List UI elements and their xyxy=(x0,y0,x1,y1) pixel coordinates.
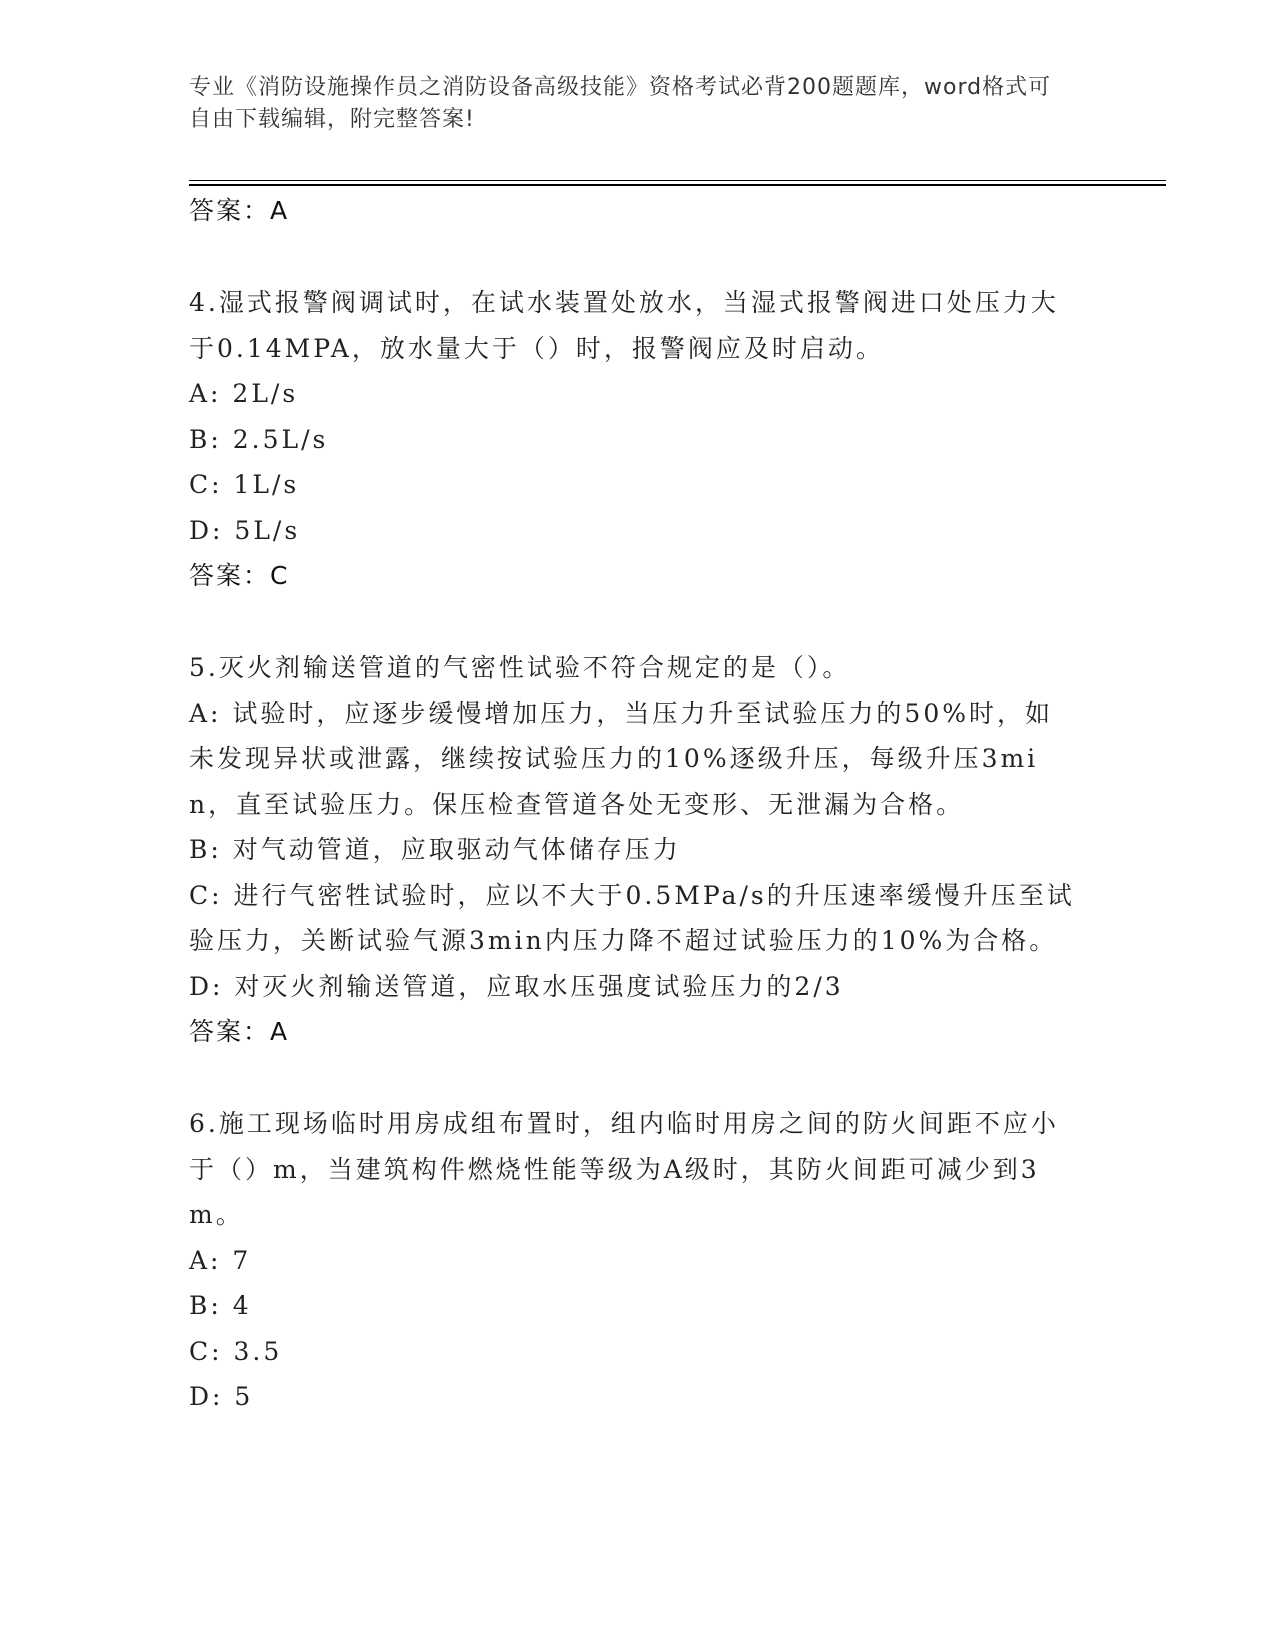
answer-line: 答案：C xyxy=(189,561,290,590)
option-d: D: 5L/s xyxy=(189,515,301,545)
question-item xyxy=(189,1101,1079,1420)
question-item xyxy=(189,645,1079,1055)
answer-line: 答案：A xyxy=(189,1017,290,1046)
option-a: A: 2L/s xyxy=(189,379,299,408)
question-stem: 5.灭火剂输送管道的气密性试验不符合规定的是（）。 xyxy=(189,653,851,682)
option-b: B: 2.5L/s xyxy=(189,424,329,454)
option-b: B: 4 xyxy=(189,1291,252,1320)
option-c: C: 1L/s xyxy=(189,470,300,499)
question-stem: 4.湿式报警阀调试时，在试水装置处放水，当湿式报警阀进口处压力大于0.14MPA，放水量大于（）时，报警阀应及时启动。 xyxy=(189,288,1059,363)
option-a: A: 试验时，应逐步缓慢增加压力，当压力升至试验压力的50%时，如未发现异状或泄露，继续按试验压力的10%逐级升压，每级升压3min，直至试验压力。保压检查管道各处无变形、无泄漏为合格。 xyxy=(189,698,1053,819)
option-a: A: 7 xyxy=(189,1245,252,1275)
document-body xyxy=(189,188,1079,1420)
header-divider xyxy=(189,180,1166,181)
document-header: 专业《消防设施操作员之消防设备高级技能》资格考试必背200题题库，word格式可自由下载编辑，附完整答案! xyxy=(189,75,1052,132)
option-c: C: 3.5 xyxy=(189,1336,283,1366)
answer-line: 答案：A xyxy=(189,196,290,225)
option-d: D: 5 xyxy=(189,1382,254,1411)
question-item xyxy=(189,280,1079,599)
header-divider-thick xyxy=(189,184,1166,186)
option-c: C: 进行气密牲试验时，应以不大于0.5MPa/s的升压速率缓慢升压至试验压力，关断试验气源3min内压力降不超过试验压力的10%为合格。 xyxy=(189,880,1075,955)
option-b: B: 对气动管道，应取驱动气体储存压力 xyxy=(189,835,681,864)
question-stem: 6.施工现场临时用房成组布置时，组内临时用房之间的防火间距不应小于（）m，当建筑构件燃烧性能等级为A级时，其防火间距可减少到3m。 xyxy=(189,1109,1059,1229)
option-d: D: 对灭火剂输送管道，应取水压强度试验压力的2/3 xyxy=(189,971,844,1001)
